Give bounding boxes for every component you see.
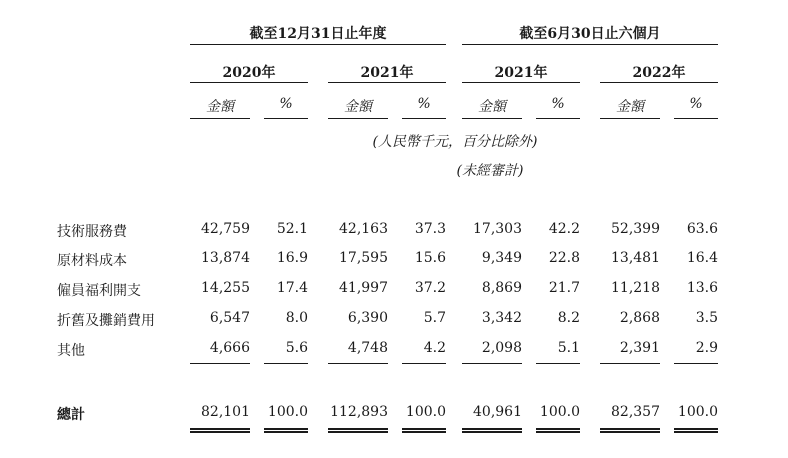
table-row — [0, 250, 788, 272]
amount-cell: 2,391 — [619, 340, 660, 356]
amount-header: 金額 — [344, 99, 372, 115]
table-row — [0, 280, 788, 302]
row-label: 技術服務費 — [57, 224, 127, 240]
percent-cell: 8.0 — [285, 310, 308, 326]
percent-header: % — [551, 96, 565, 112]
percent-cell: 2.9 — [695, 340, 718, 356]
total-double-rule — [536, 428, 580, 433]
row-label: 原材料成本 — [57, 253, 127, 269]
amount-cell: 42,163 — [339, 221, 388, 237]
row-label: 僱員福利開支 — [57, 283, 141, 299]
percent-cell: 22.8 — [548, 250, 580, 266]
percent-cell: 37.3 — [414, 221, 446, 237]
percent-cell: 42.2 — [548, 221, 580, 237]
amount-cell: 41,997 — [339, 280, 388, 296]
amount-header: 金額 — [206, 99, 234, 115]
subtotal-rule — [328, 363, 388, 364]
percent-cell: 15.6 — [414, 250, 446, 266]
total-double-rule — [402, 428, 446, 433]
subtotal-rule — [536, 363, 580, 364]
row-label: 其他 — [57, 343, 85, 359]
percent-cell: 52.1 — [276, 221, 308, 237]
percent-cell: 21.7 — [548, 280, 580, 296]
amount-cell: 11,218 — [611, 280, 660, 296]
sub-underline — [402, 118, 446, 119]
year-underline — [600, 82, 718, 83]
sub-underline — [536, 118, 580, 119]
amount-cell: 3,342 — [481, 310, 522, 326]
amount-header: 金額 — [616, 99, 644, 115]
total-double-rule — [674, 428, 718, 433]
subtotal-rule — [600, 363, 660, 364]
percent-cell: 16.9 — [276, 250, 308, 266]
total-label: 總計 — [57, 407, 85, 423]
amount-cell: 82,101 — [201, 404, 250, 420]
subtotal-rule — [462, 363, 522, 364]
table-row — [0, 310, 788, 332]
percent-cell: 17.4 — [276, 280, 308, 296]
amount-cell: 52,399 — [611, 221, 660, 237]
total-double-rule — [328, 428, 388, 433]
amount-cell: 13,481 — [611, 250, 660, 266]
sub-underline — [674, 118, 718, 119]
amount-header: 金額 — [478, 99, 506, 115]
group-header-six-months: 截至6月30日止六個月 — [519, 26, 661, 42]
percent-cell: 63.6 — [686, 221, 718, 237]
amount-cell: 2,868 — [619, 310, 660, 326]
percent-cell: 3.5 — [695, 310, 718, 326]
total-double-rule — [190, 428, 250, 433]
unaudited-note: (未經審計) — [456, 163, 524, 179]
sub-underline — [264, 118, 308, 119]
subtotal-rule — [674, 363, 718, 364]
amount-cell: 112,893 — [330, 404, 388, 420]
percent-cell: 100.0 — [677, 404, 718, 420]
year-header: 2022年 — [632, 65, 686, 81]
year-header: 2021年 — [494, 65, 548, 81]
percent-cell: 16.4 — [686, 250, 718, 266]
percent-header: % — [689, 96, 703, 112]
year-underline — [190, 82, 308, 83]
amount-cell: 9,349 — [481, 250, 522, 266]
amount-cell: 42,759 — [201, 221, 250, 237]
year-underline — [462, 82, 580, 83]
amount-cell: 17,595 — [339, 250, 388, 266]
percent-cell: 5.1 — [557, 340, 580, 356]
currency-note: (人民幣千元，百分比除外) — [372, 134, 538, 150]
amount-cell: 82,357 — [611, 404, 660, 420]
sub-underline — [462, 118, 522, 119]
percent-header: % — [279, 96, 293, 112]
amount-cell: 40,961 — [473, 404, 522, 420]
group-underline — [190, 44, 446, 45]
total-double-rule — [600, 428, 660, 433]
subtotal-rule — [264, 363, 308, 364]
row-label: 折舊及攤銷費用 — [57, 313, 155, 329]
total-row — [0, 404, 788, 426]
amount-cell: 6,547 — [209, 310, 250, 326]
subtotal-rule — [402, 363, 446, 364]
percent-cell: 37.2 — [414, 280, 446, 296]
percent-cell: 5.7 — [423, 310, 446, 326]
total-double-rule — [462, 428, 522, 433]
year-header: 2021年 — [360, 65, 414, 81]
sub-underline — [328, 118, 388, 119]
table-row — [0, 221, 788, 243]
percent-cell: 4.2 — [423, 340, 446, 356]
percent-cell: 100.0 — [267, 404, 308, 420]
year-header: 2020年 — [222, 65, 276, 81]
amount-cell: 8,869 — [481, 280, 522, 296]
percent-cell: 100.0 — [405, 404, 446, 420]
table-row — [0, 340, 788, 362]
percent-cell: 13.6 — [686, 280, 718, 296]
amount-cell: 13,874 — [201, 250, 250, 266]
percent-cell: 8.2 — [557, 310, 580, 326]
subtotal-rule — [190, 363, 250, 364]
sub-underline — [190, 118, 250, 119]
sub-underline — [600, 118, 660, 119]
amount-cell: 2,098 — [481, 340, 522, 356]
group-header-year: 截至12月31日止年度 — [249, 26, 387, 42]
percent-header: % — [417, 96, 431, 112]
total-double-rule — [264, 428, 308, 433]
amount-cell: 14,255 — [201, 280, 250, 296]
percent-cell: 5.6 — [285, 340, 308, 356]
amount-cell: 17,303 — [473, 221, 522, 237]
year-underline — [328, 82, 446, 83]
percent-cell: 100.0 — [539, 404, 580, 420]
group-underline — [462, 44, 718, 45]
amount-cell: 6,390 — [347, 310, 388, 326]
amount-cell: 4,666 — [209, 340, 250, 356]
amount-cell: 4,748 — [347, 340, 388, 356]
